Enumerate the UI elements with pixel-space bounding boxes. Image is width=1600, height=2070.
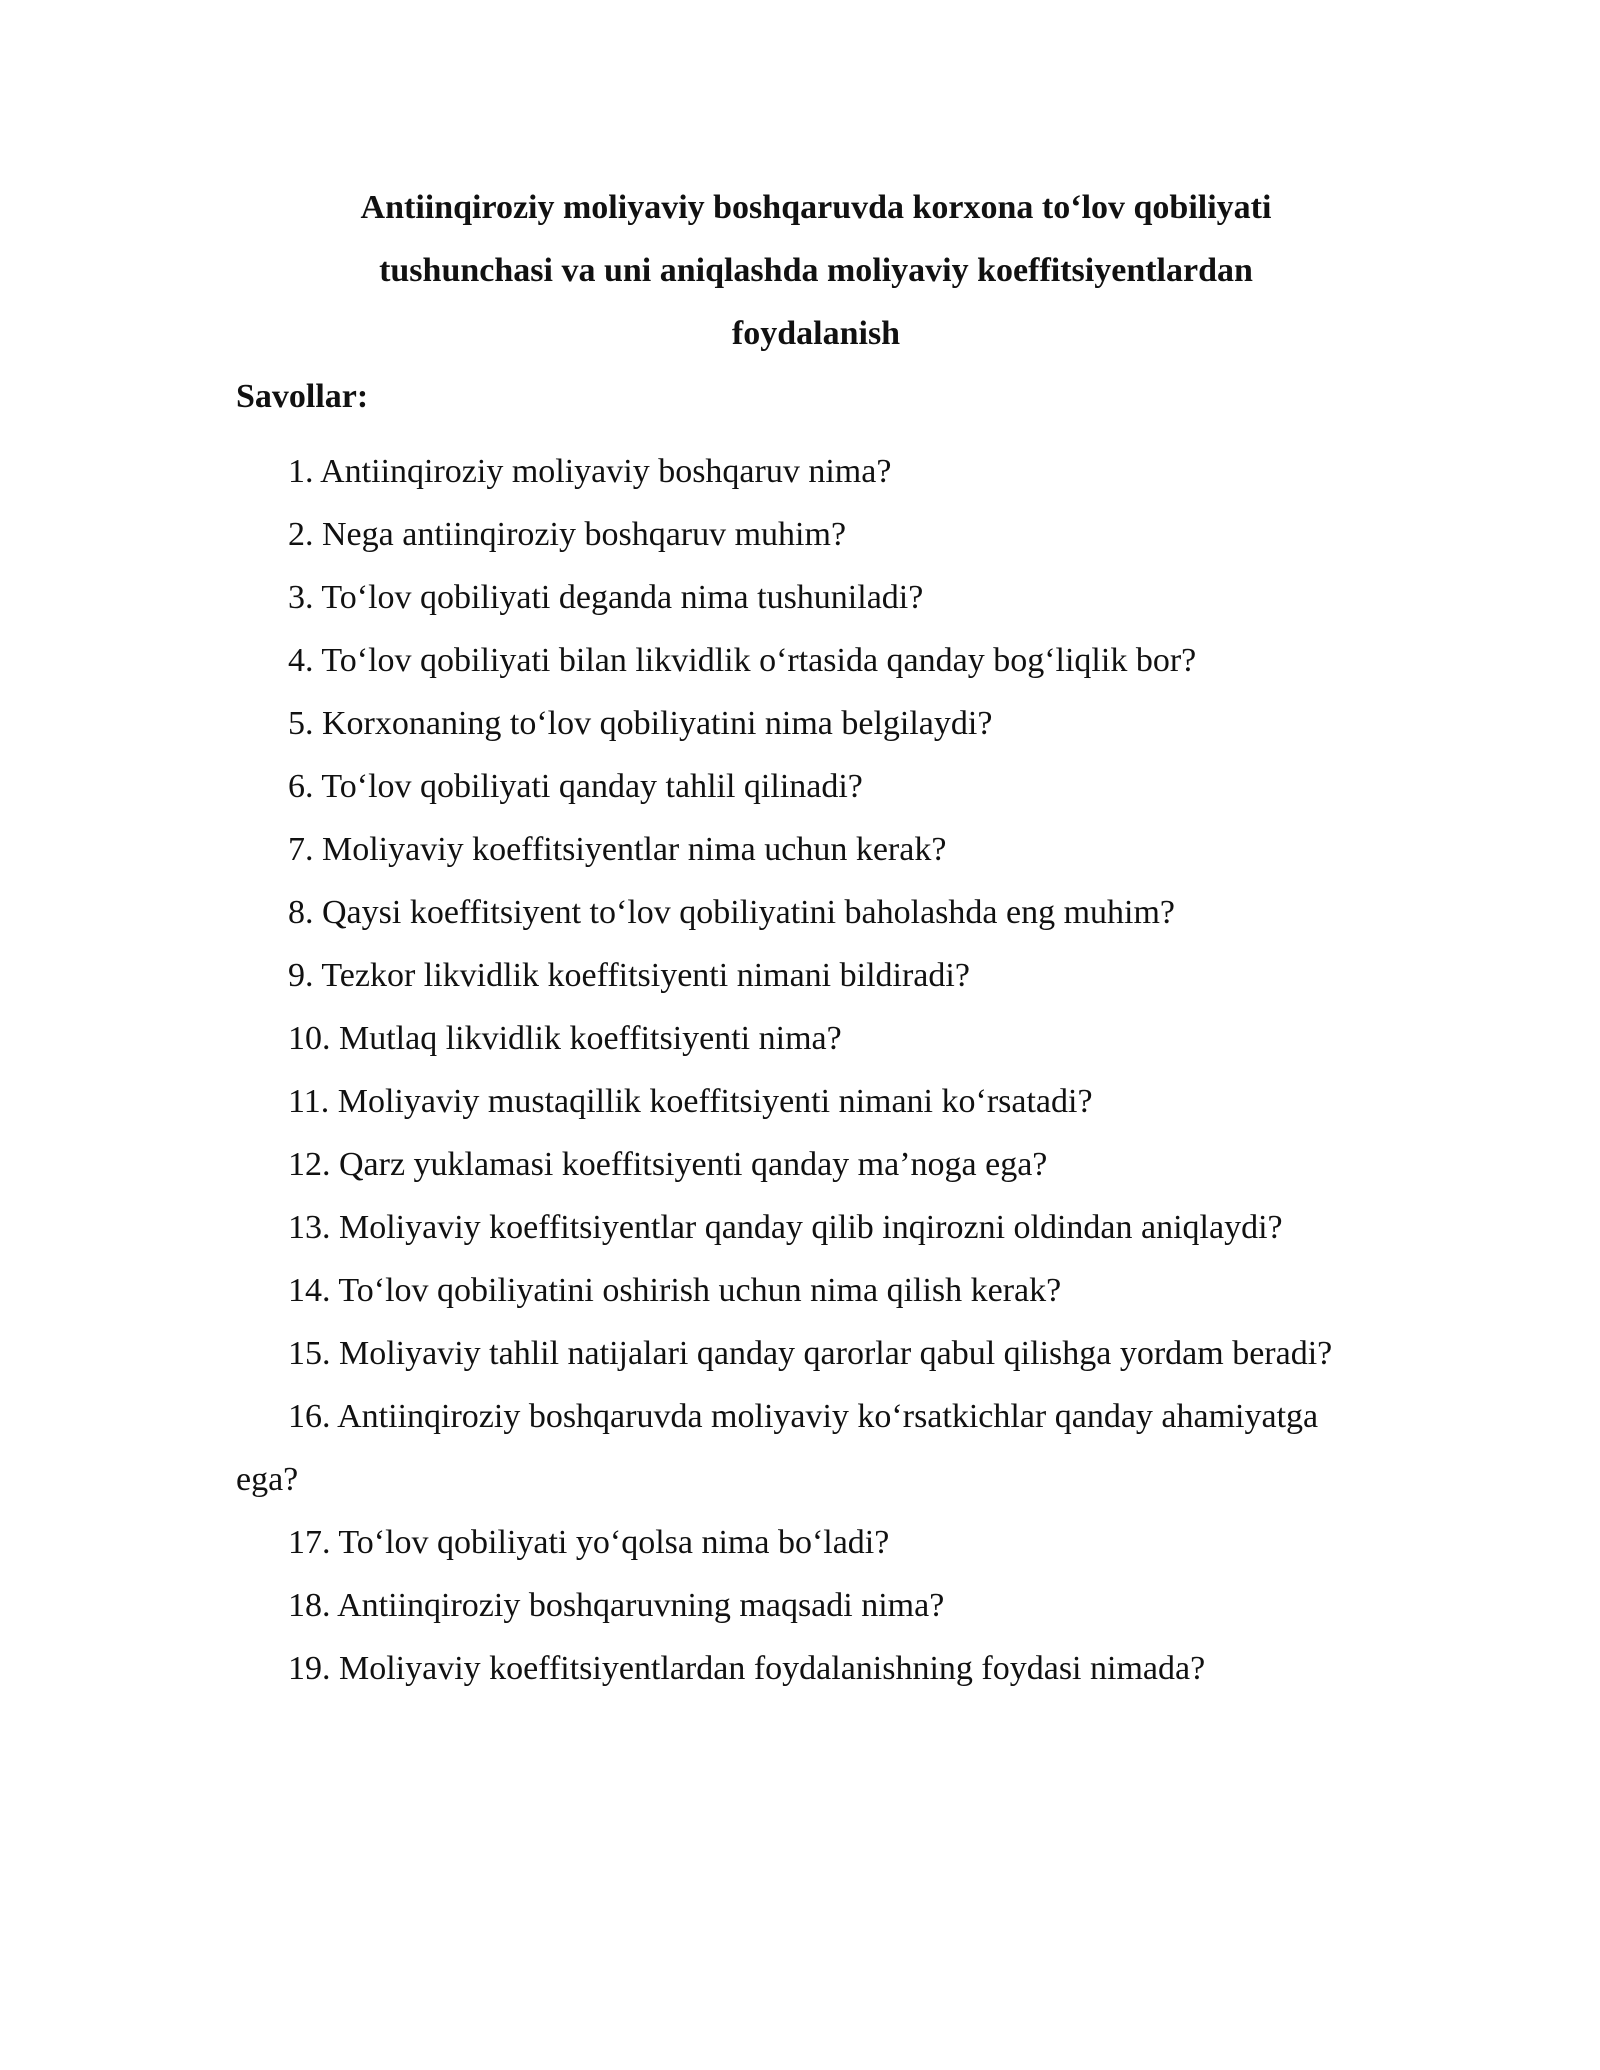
question-item: 12. Qarz yuklamasi koeffitsiyenti qanday ma’noga ega?	[288, 1146, 1048, 1183]
question-item: 14. To‘lov qobiliyatini oshirish uchun nima qilish kerak?	[288, 1272, 1062, 1309]
question-item: 4. To‘lov qobiliyati bilan likvidlik o‘rtasida qanday bog‘liqlik bor?	[288, 642, 1197, 679]
question-item: 13. Moliyaviy koeffitsiyentlar qanday qilib inqirozni oldindan aniqlaydi?	[288, 1209, 1283, 1246]
question-item: 2. Nega antiinqiroziy boshqaruv muhim?	[288, 516, 847, 553]
question-item: 17. To‘lov qobiliyati yo‘qolsa nima bo‘ladi?	[288, 1524, 890, 1561]
question-item: 1. Antiinqiroziy moliyaviy boshqaruv nima?	[288, 453, 892, 490]
question-item: 16. Antiinqiroziy boshqaruvda moliyaviy ko‘rsatkichlar qanday ahamiyatga ega?	[236, 1398, 1319, 1498]
document-content	[236, 176, 1376, 1700]
question-item: 5. Korxonaning to‘lov qobiliyatini nima belgilaydi?	[288, 705, 993, 742]
question-item: 10. Mutlaq likvidlik koeffitsiyenti nima?	[288, 1020, 842, 1057]
question-item: 18. Antiinqiroziy boshqaruvning maqsadi nima?	[288, 1587, 945, 1624]
section-heading: Savollar:	[236, 378, 369, 415]
question-item: 19. Moliyaviy koeffitsiyentlardan foydalanishning foydasi nimada?	[288, 1650, 1206, 1687]
question-item: 7. Moliyaviy koeffitsiyentlar nima uchun kerak?	[288, 831, 947, 868]
document-title: Antiinqiroziy moliyaviy boshqaruvda korxona to‘lov qobiliyati tushunchasi va uni aniqlashda moliyaviy koeffitsiyentlardan foydalanish	[360, 189, 1272, 352]
question-item: 3. To‘lov qobiliyati deganda nima tushuniladi?	[288, 579, 924, 616]
questions-list	[236, 440, 1376, 1700]
question-item: 8. Qaysi koeffitsiyent to‘lov qobiliyatini baholashda eng muhim?	[288, 894, 1176, 931]
question-item: 9. Tezkor likvidlik koeffitsiyenti nimani bildiradi?	[288, 957, 970, 994]
question-item: 11. Moliyaviy mustaqillik koeffitsiyenti nimani ko‘rsatadi?	[288, 1083, 1093, 1120]
question-item: 6. To‘lov qobiliyati qanday tahlil qilinadi?	[288, 768, 863, 805]
question-item: 15. Moliyaviy tahlil natijalari qanday qarorlar qabul qilishga yordam beradi?	[288, 1335, 1333, 1372]
